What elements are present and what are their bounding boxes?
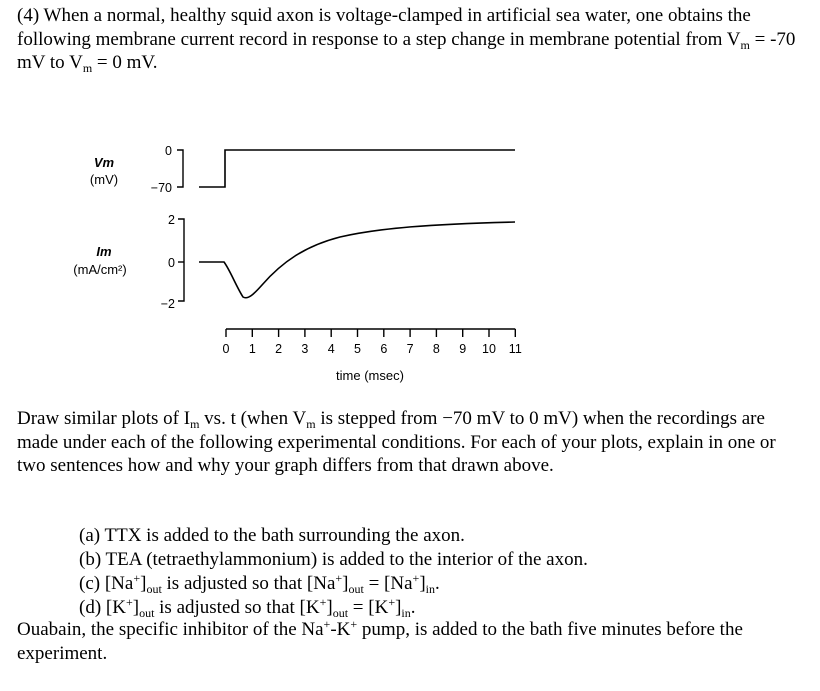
time-tick-label: 9 — [459, 342, 467, 356]
subscript: in — [425, 582, 435, 596]
bracket: ] — [342, 573, 349, 594]
vm-tick-label: −70 — [150, 181, 172, 195]
subscript: out — [146, 582, 162, 596]
instructions-text: Draw similar plots of I — [17, 408, 191, 429]
superscript: + — [319, 595, 327, 609]
period: . — [435, 573, 440, 594]
period: . — [410, 597, 416, 618]
bracket: ] — [326, 597, 333, 618]
subscript: out — [332, 606, 349, 620]
time-tick-label: 5 — [354, 342, 361, 356]
condition-b: (b) TEA (tetraethylammonium) is added to the interior of the axon. — [79, 549, 588, 570]
time-tick-label: 6 — [380, 342, 388, 356]
superscript: + — [335, 571, 343, 585]
ouabain-paragraph — [17, 618, 807, 665]
bracket: ] — [419, 573, 426, 594]
time-tick-label: 10 — [482, 342, 496, 356]
instructions-text: is stepped from −70 mV to 0 mV) when the recordings are made under each of the following experimental conditions. For each of your plots, explain in one or two sentences how and why your graph differs from that drawn above. — [17, 408, 776, 476]
subscript: out — [139, 606, 155, 620]
superscript: + — [323, 617, 331, 631]
superscript: + — [350, 617, 358, 631]
bracket: ] — [395, 597, 402, 618]
instructions-text: vs. t (when V — [199, 408, 307, 429]
ouabain-text: pump, is added to the bath five minutes before the experiment. — [17, 619, 743, 664]
time-axis-label: time (msec) — [336, 368, 404, 383]
subscript: in — [401, 606, 411, 620]
intro-text-tail: = 0 mV. — [92, 52, 158, 73]
condition-c — [79, 572, 440, 596]
vm-tick-label: 0 — [165, 144, 172, 158]
condition-c-text: (c) [Na — [79, 573, 134, 594]
vm-axis — [177, 150, 183, 187]
condition-d-text: is adjusted so that [K — [154, 597, 320, 618]
subscript: out — [348, 582, 364, 596]
condition-d — [79, 596, 416, 620]
im-tick-label: 2 — [168, 213, 175, 227]
subscript: m — [82, 61, 93, 75]
subscript: m — [306, 417, 316, 431]
time-tick-label: 4 — [327, 342, 335, 356]
time-tick-label: 11 — [508, 342, 522, 356]
condition-d-text: = [K — [348, 597, 389, 618]
instructions-paragraph — [17, 407, 807, 478]
superscript: + — [388, 595, 396, 609]
intro-text-mid: = -70 mV to V — [17, 28, 796, 73]
ouabain-text: Ouabain, the specific inhibitor of the Na — [17, 619, 324, 640]
bracket: ] — [132, 597, 140, 618]
vm-axis-label: Vm — [93, 155, 115, 170]
im-tick-label: 0 — [168, 256, 175, 270]
superscript: + — [412, 571, 420, 585]
superscript: + — [125, 595, 133, 609]
time-tick-label: 3 — [301, 342, 309, 356]
im-trace — [199, 222, 515, 298]
vm-trace — [199, 150, 515, 187]
condition-c-text: = [Na — [363, 573, 413, 594]
vm-axis-units: (mV) — [89, 172, 119, 187]
time-axis — [223, 329, 522, 356]
intro-text: (4) When a normal, healthy squid axon is voltage-clamped in artificial sea water, one obtains the following membrane current record in response to a step change in membrane potential from V — [17, 5, 751, 50]
im-tick-label: −2 — [160, 297, 175, 311]
subscript: m — [740, 37, 750, 52]
superscript: + — [133, 571, 141, 585]
im-axis — [178, 219, 184, 301]
time-tick-label: 2 — [275, 342, 283, 356]
condition-c-text: is adjusted so that [Na — [161, 573, 336, 594]
time-tick-label: 7 — [406, 342, 414, 356]
time-tick-label: 0 — [222, 342, 230, 356]
time-tick-label: 8 — [432, 342, 440, 356]
bracket: ] — [140, 573, 147, 594]
ouabain-text: -K — [330, 619, 351, 640]
subscript: m — [190, 417, 200, 431]
im-axis-units: (mA/cm²) — [73, 262, 127, 277]
condition-d-text: (d) [K — [79, 597, 126, 618]
im-axis-label: Im — [96, 244, 112, 259]
condition-a: (a) TTX is added to the bath surrounding the axon. — [79, 525, 465, 546]
time-tick-label: 1 — [248, 342, 256, 356]
